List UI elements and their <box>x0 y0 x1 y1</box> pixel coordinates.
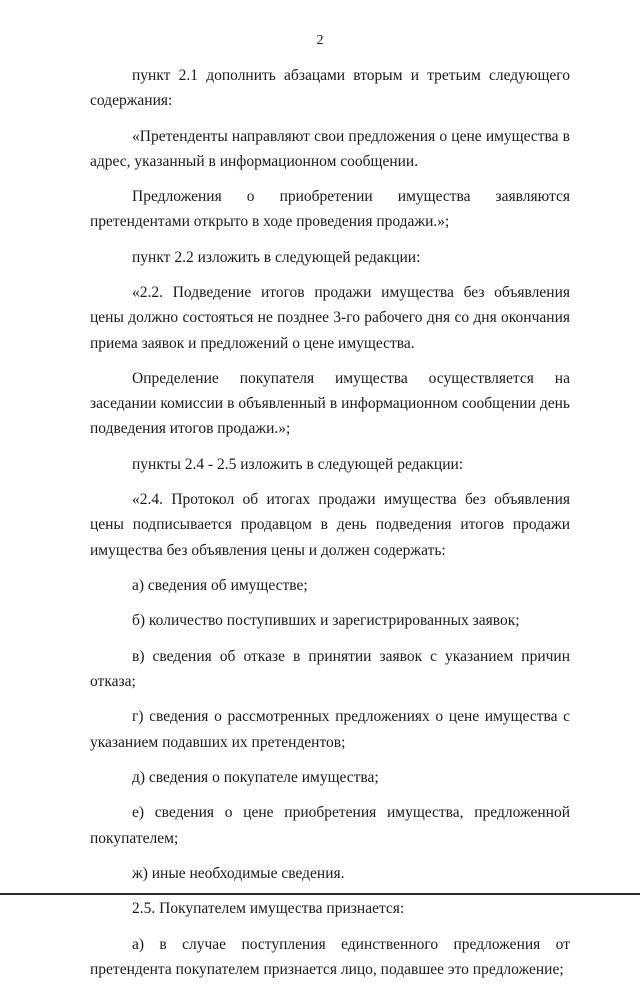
bottom-rule <box>0 893 640 895</box>
list-item: д) сведения о покупателе имущества; <box>132 768 379 786</box>
paragraph: пункты 2.4 - 2.5 изложить в следующей редакции: <box>132 455 464 473</box>
paragraph: «2.2. Подведение итогов продажи имущества без объявления цены должно состояться не позднее 3-го рабочего дня со дня окончания приема заявок и предложений о цене имущества. <box>90 284 570 352</box>
paragraph: Определение покупателя имущества осуществляется на заседании комиссии в объявленный в информационном сообщении день подведения итогов продажи.»; <box>90 369 570 438</box>
list-item: ж) иные необходимые сведения. <box>132 864 345 882</box>
list-item: а) сведения об имуществе; <box>132 576 308 594</box>
paragraph: пункт 2.1 дополнить абзацами вторым и третьим следующего содержания: <box>90 67 570 110</box>
list-item: е) сведения о цене приобретения имущества, предложенной покупателем; <box>90 804 570 847</box>
list-item: г) сведения о рассмотренных предложениях о цене имущества с указанием подавших их претендентов; <box>90 708 570 751</box>
list-item: в) сведения об отказе в принятии заявок с указанием причин отказа; <box>90 647 570 690</box>
paragraph: пункт 2.2 изложить в следующей редакции: <box>132 248 421 266</box>
paragraph: «Претенденты направляют свои предложения о цене имущества в адрес, указанный в информационном сообщении. <box>90 127 570 170</box>
paragraph: «2.4. Протокол об итогах продажи имущества без объявления цены подписывается продавцом в день подведения итогов продажи имущества без объявления цены и должен содержать: <box>90 491 570 559</box>
page-number: 2 <box>316 33 324 48</box>
list-item: б) количество поступивших и зарегистрированных заявок; <box>132 612 520 630</box>
list-item: а) в случае поступления единственного предложения от претендента покупателем признается лицо, подавшее это предложение; <box>90 935 570 978</box>
paragraph: Предложения о приобретении имущества заявляются претендентами открыто в ходе проведения продажи.»; <box>90 188 570 231</box>
paragraph: 2.5. Покупателем имущества признается: <box>132 900 405 918</box>
document-body <box>90 63 570 992</box>
